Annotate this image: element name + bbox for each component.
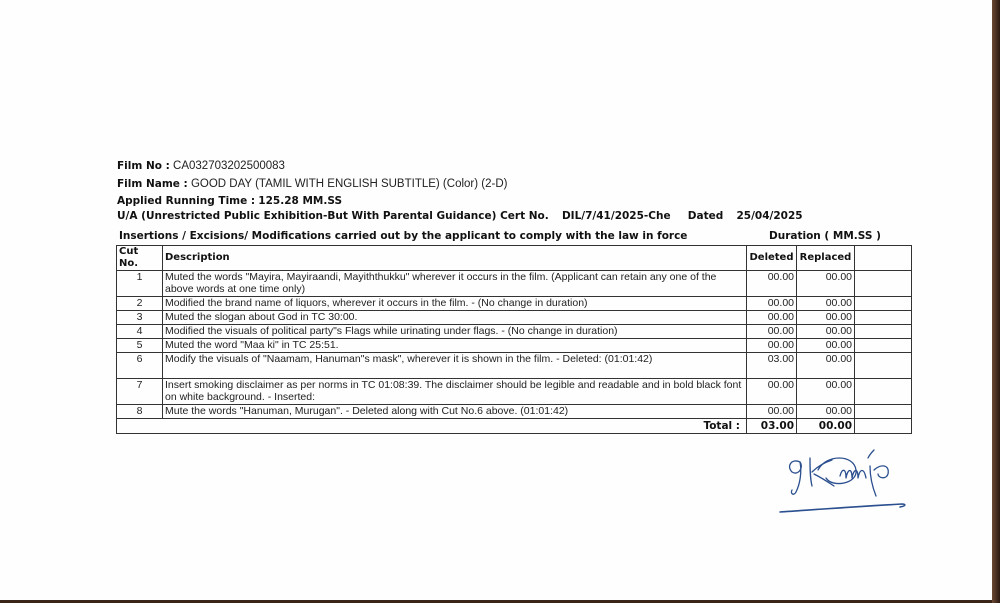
deleted-duration: 00.00 bbox=[747, 271, 797, 297]
running-time-line bbox=[117, 195, 342, 207]
table-row bbox=[117, 353, 912, 379]
deleted-duration: 00.00 bbox=[747, 311, 797, 325]
total-deleted: 03.00 bbox=[747, 419, 797, 434]
film-name-line bbox=[117, 178, 507, 190]
cut-description: Modify the visuals of "Naamam, Hanuman"s mask", wherever it is shown in the film. - Deleted: (01:01:42) bbox=[163, 353, 747, 379]
column-header-extra bbox=[855, 246, 912, 271]
column-header-cut-no: Cut No. bbox=[117, 246, 163, 271]
column-header-deleted: Deleted bbox=[747, 246, 797, 271]
empty-cell bbox=[855, 325, 912, 339]
empty-cell bbox=[855, 419, 912, 434]
cut-number: 6 bbox=[117, 353, 163, 379]
table-row bbox=[117, 271, 912, 297]
cut-number: 2 bbox=[117, 297, 163, 311]
deleted-duration: 00.00 bbox=[747, 297, 797, 311]
deleted-duration: 03.00 bbox=[747, 353, 797, 379]
film-name-value: GOOD DAY (TAMIL WITH ENGLISH SUBTITLE) (Color) (2-D) bbox=[190, 178, 508, 190]
empty-cell bbox=[855, 379, 912, 405]
replaced-duration: 00.00 bbox=[797, 353, 855, 379]
deleted-duration: 00.00 bbox=[747, 339, 797, 353]
table-row bbox=[117, 325, 912, 339]
background-edge bbox=[992, 0, 1000, 603]
dated-label: Dated bbox=[687, 210, 724, 222]
replaced-duration: 00.00 bbox=[797, 297, 855, 311]
replaced-duration: 00.00 bbox=[797, 325, 855, 339]
table-row bbox=[117, 297, 912, 311]
signature-icon bbox=[770, 440, 920, 520]
table-row bbox=[117, 311, 912, 325]
running-time-label: Applied Running Time : bbox=[117, 195, 256, 207]
deleted-duration: 00.00 bbox=[747, 325, 797, 339]
cut-description: Modified the brand name of liquors, wherever it occurs in the film. - (No change in duration) bbox=[163, 297, 747, 311]
cut-description: Insert smoking disclaimer as per norms in TC 01:08:39. The disclaimer should be legible and readable and in bold black font on white background. - Inserted: bbox=[163, 379, 747, 405]
replaced-duration: 00.00 bbox=[797, 271, 855, 297]
empty-cell bbox=[855, 311, 912, 325]
certificate-label: U/A (Unrestricted Public Exhibition-But With Parental Guidance) Cert No. bbox=[117, 210, 549, 222]
column-header-description: Description bbox=[163, 246, 747, 271]
section-title: Insertions / Excisions/ Modifications carried out by the applicant to comply with the law in force bbox=[119, 230, 688, 242]
table-header-row bbox=[117, 246, 912, 271]
cut-number: 5 bbox=[117, 339, 163, 353]
table-row bbox=[117, 339, 912, 353]
cut-number: 4 bbox=[117, 325, 163, 339]
empty-cell bbox=[855, 405, 912, 419]
cut-description: Mute the words "Hanuman, Murugan". - Deleted along with Cut No.6 above. (01:01:42) bbox=[163, 405, 747, 419]
table-row bbox=[117, 379, 912, 405]
cut-number: 7 bbox=[117, 379, 163, 405]
film-number-value: CA032703202500083 bbox=[173, 160, 285, 172]
certificate-line bbox=[117, 210, 803, 222]
table-row bbox=[117, 405, 912, 419]
deleted-duration: 00.00 bbox=[747, 405, 797, 419]
replaced-duration: 00.00 bbox=[797, 405, 855, 419]
cut-description: Muted the words "Mayira, Mayiraandi, Mayiththukku" wherever it occurs in the film. (Applicant can retain any one of the above words at one time only) bbox=[163, 271, 747, 297]
replaced-duration: 00.00 bbox=[797, 311, 855, 325]
film-name-label: Film Name : bbox=[117, 178, 188, 190]
cut-number: 1 bbox=[117, 271, 163, 297]
cut-description: Muted the word "Maa ki" in TC 25:51. bbox=[163, 339, 747, 353]
deleted-duration: 00.00 bbox=[747, 379, 797, 405]
empty-cell bbox=[855, 339, 912, 353]
total-label: Total : bbox=[117, 419, 747, 434]
cut-number: 3 bbox=[117, 311, 163, 325]
film-number-label: Film No : bbox=[117, 160, 170, 172]
replaced-duration: 00.00 bbox=[797, 379, 855, 405]
empty-cell bbox=[855, 353, 912, 379]
replaced-duration: 00.00 bbox=[797, 339, 855, 353]
film-number-line bbox=[117, 160, 285, 172]
total-replaced: 00.00 bbox=[797, 419, 855, 434]
column-header-replaced: Replaced bbox=[797, 246, 855, 271]
empty-cell bbox=[855, 271, 912, 297]
cuts-table bbox=[116, 245, 912, 434]
total-row bbox=[117, 419, 912, 434]
certificate-number: DIL/7/41/2025-Che bbox=[561, 210, 671, 222]
dated-value: 25/04/2025 bbox=[736, 210, 803, 222]
running-time-value: 125.28 MM.SS bbox=[258, 195, 343, 207]
duration-title: Duration ( MM.SS ) bbox=[769, 230, 881, 242]
cut-description: Modified the visuals of political party"s Flags while urinating under flags. - (No change in duration) bbox=[163, 325, 747, 339]
cut-description: Muted the slogan about God in TC 30:00. bbox=[163, 311, 747, 325]
cut-number: 8 bbox=[117, 405, 163, 419]
empty-cell bbox=[855, 297, 912, 311]
